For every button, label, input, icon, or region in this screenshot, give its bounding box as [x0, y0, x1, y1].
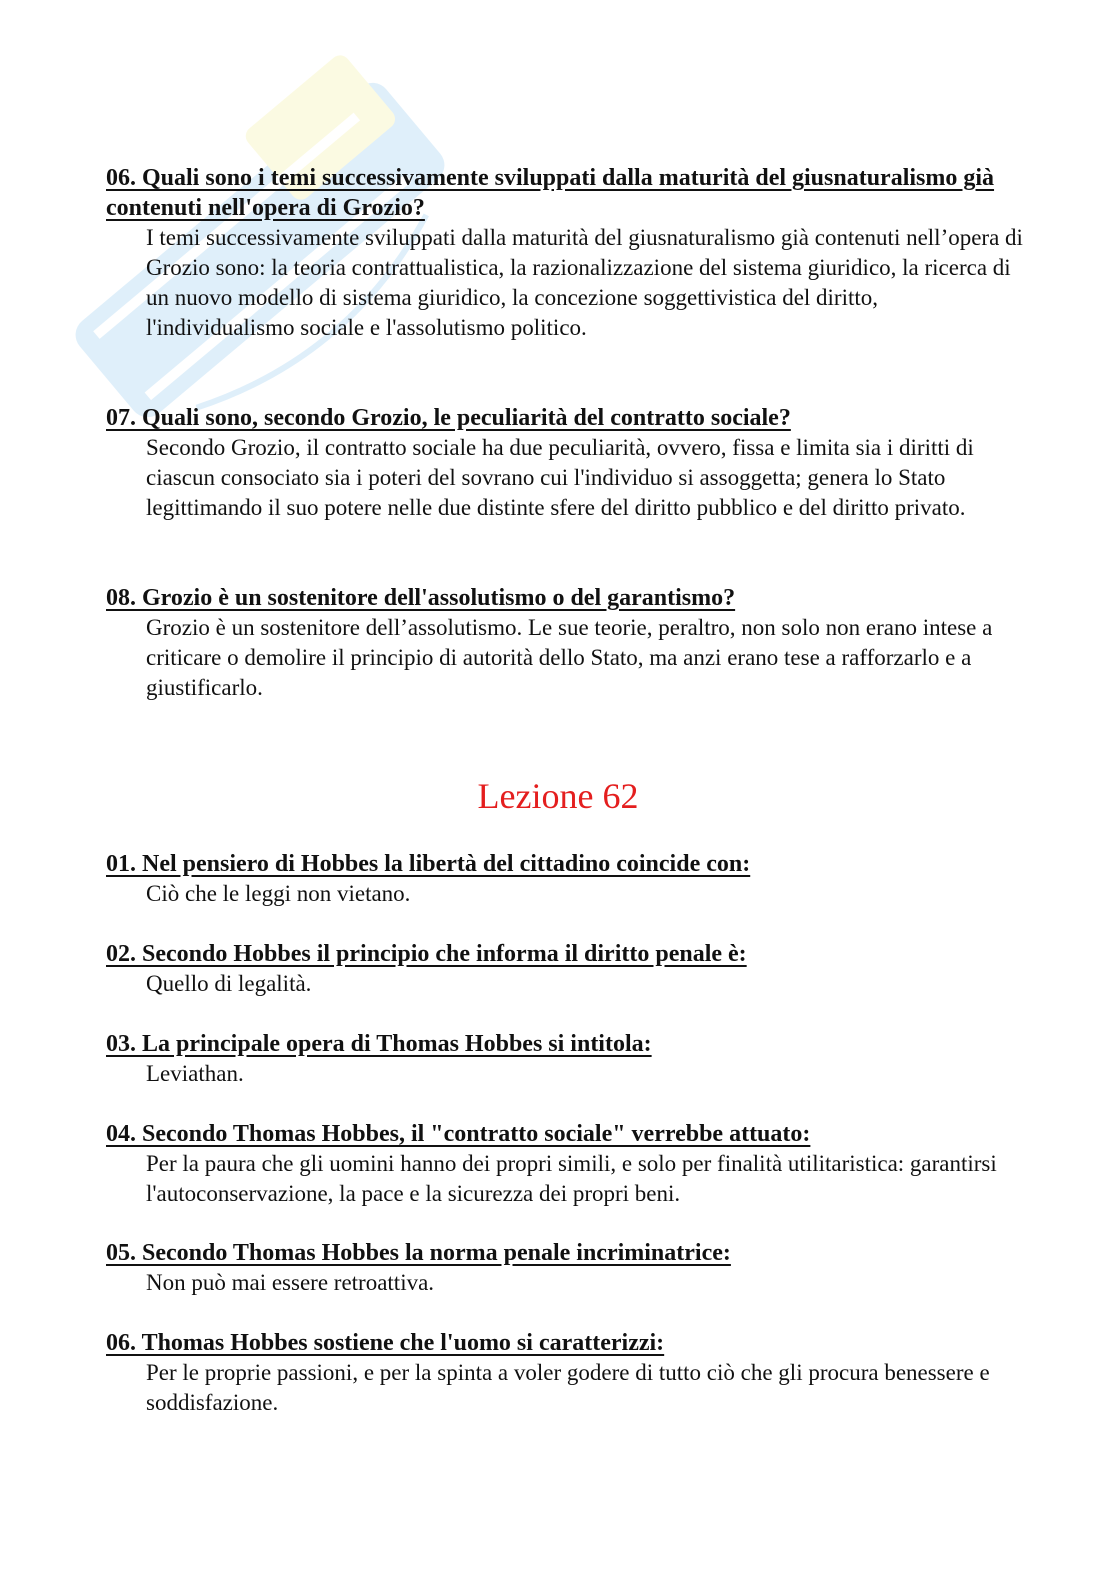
question-text: 08. Grozio è un sostenitore dell'assolutismo o del garantismo?	[106, 585, 736, 611]
answer-text: I temi successivamente sviluppati dalla maturità del giusnaturalismo già contenuti nell’opera di Grozio sono: la teoria contrattualistica, la razionalizzazione del sistema giuridico, la ricerca di un nuovo modello di sistema giuridico, la concezione soggettivistica del diritto, l'individualismo sociale e l'assolutismo politico.	[146, 225, 1023, 340]
question-text: 01. Nel pensiero di Hobbes la libertà del cittadino coincide con:	[106, 851, 751, 877]
qa-item	[106, 1119, 1026, 1209]
qa-item	[106, 403, 1026, 523]
qa-item	[106, 1238, 1026, 1298]
question-text: 07. Quali sono, secondo Grozio, le peculiarità del contratto sociale?	[106, 405, 791, 431]
qa-item	[106, 1328, 1026, 1418]
question-text: 04. Secondo Thomas Hobbes, il "contratto sociale" verrebbe attuato:	[106, 1121, 811, 1147]
answer-text: Quello di legalità.	[146, 971, 312, 996]
qa-item	[106, 1029, 1026, 1089]
answer-text: Secondo Grozio, il contratto sociale ha due peculiarità, ovvero, fissa e limita sia i diritti di ciascun consociato sia i poteri del sovrano cui l'individuo si assoggetta; genera lo Stato legittimando il suo potere nelle due distinte sfere del diritto pubblico e del diritto privato.	[146, 435, 974, 520]
answer-text: Per la paura che gli uomini hanno dei propri simili, e solo per finalità utilitaristica: garantirsi l'autoconservazione, la pace e la sicurezza dei propri beni.	[146, 1151, 997, 1206]
answer-text: Grozio è un sostenitore dell’assolutismo. Le sue teorie, peraltro, non solo non erano intese a criticare o demolire il principio di autorità dello Stato, ma anzi erano tese a rafforzarlo e a giustificarlo.	[146, 615, 993, 700]
answer-text: Per le proprie passioni, e per la spinta a voler godere di tutto ciò che gli procura benessere e soddisfazione.	[146, 1360, 990, 1415]
qa-item	[106, 163, 1026, 343]
question-text: 06. Quali sono i temi successivamente sviluppati dalla maturità del giusnaturalismo già contenuti nell'opera di Grozio?	[106, 165, 995, 221]
question-text: 06. Thomas Hobbes sostiene che l'uomo si caratterizzi:	[106, 1330, 665, 1356]
question-text: 05. Secondo Thomas Hobbes la norma penale incriminatrice:	[106, 1240, 731, 1266]
qa-item	[106, 849, 1026, 909]
answer-text: Non può mai essere retroattiva.	[146, 1270, 435, 1295]
lesson-title: Lezione 62	[477, 776, 639, 816]
question-text: 03. La principale opera di Thomas Hobbes si intitola:	[106, 1031, 652, 1057]
qa-item	[106, 583, 1026, 703]
question-text: 02. Secondo Hobbes il principio che informa il diritto penale è:	[106, 941, 747, 967]
qa-item	[106, 939, 1026, 999]
answer-text: Ciò che le leggi non vietano.	[146, 881, 411, 906]
answer-text: Leviathan.	[146, 1061, 244, 1086]
